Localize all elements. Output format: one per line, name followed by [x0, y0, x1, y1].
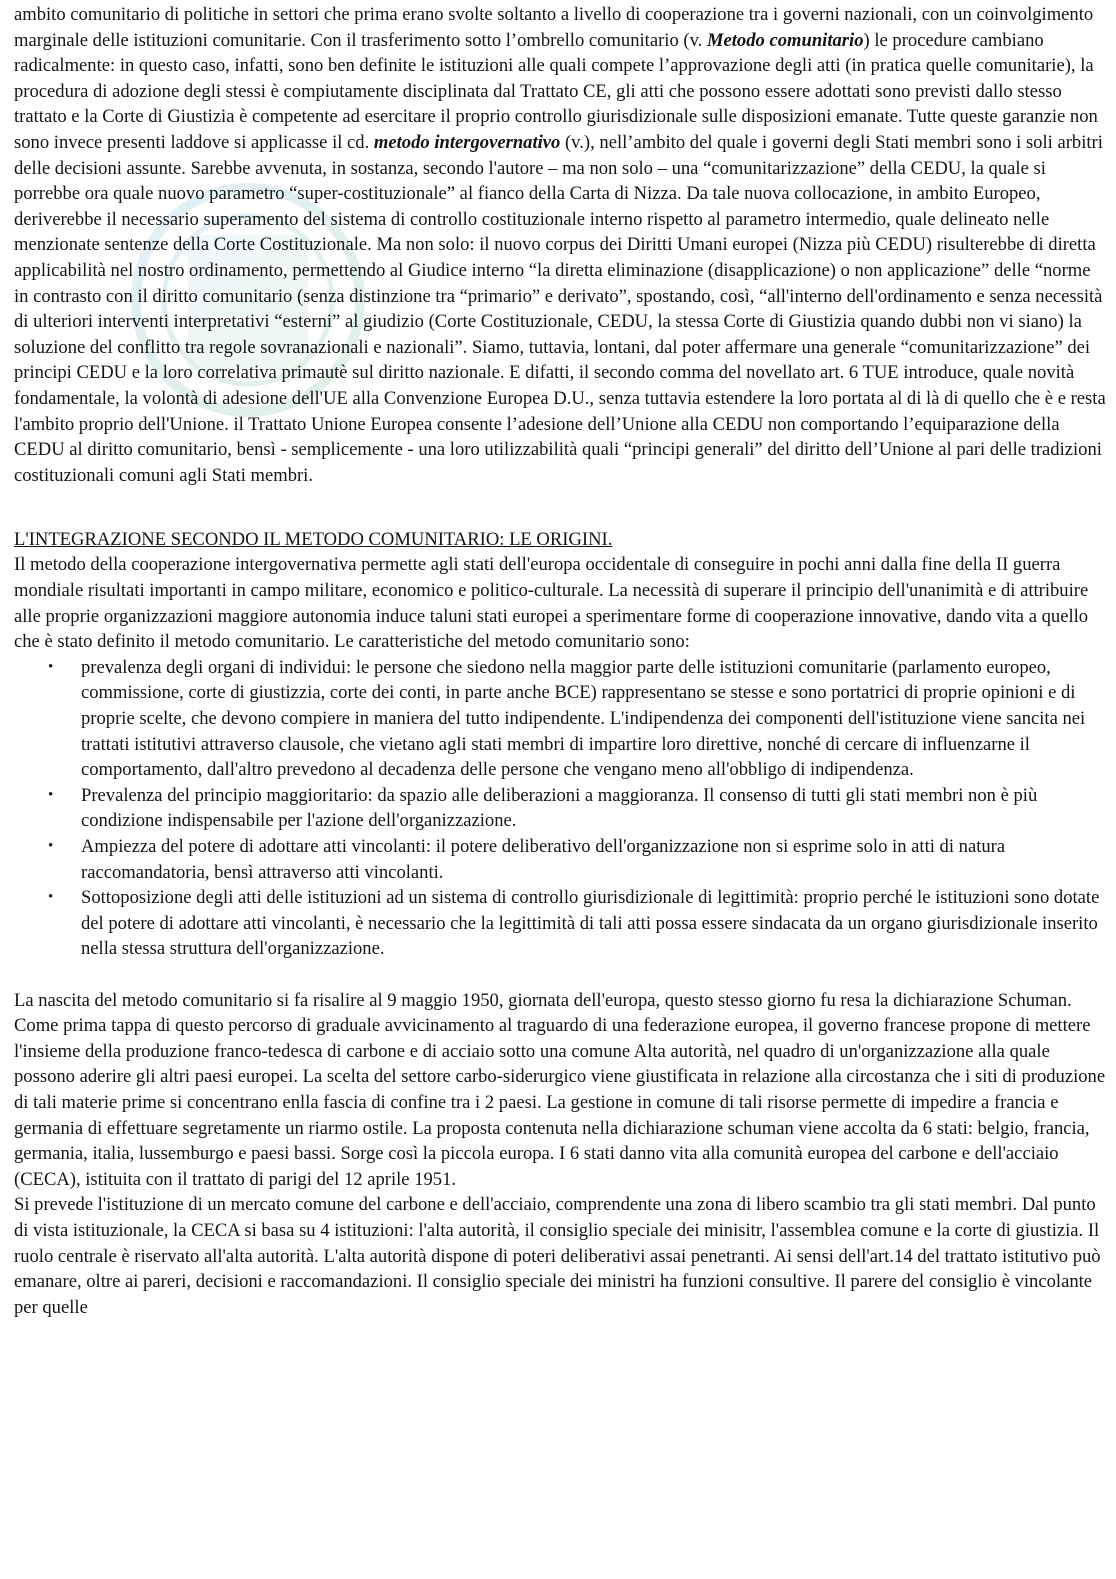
bullet-icon: • [48, 786, 54, 803]
list-item [14, 783, 1106, 834]
list-item-text: Sottoposizione degli atti delle istituzioni ad un sistema di controllo giurisdizionale di legittimità: proprio perché le istituzioni sono dotate del potere di adottare atti vincolanti, è necessario che la legittimità di tali atti possa essere sindacata da un organo giurisdizionale inserito nella stessa struttura dell'organizzazione. [81, 887, 1100, 960]
body-paragraph-cedu [14, 2, 1106, 488]
spacer [14, 488, 1106, 514]
term-metodo-intergovernativo: metodo intergovernativo [373, 131, 561, 153]
section-heading: L'INTEGRAZIONE SECONDO IL METODO COMUNITARIO: LE ORIGINI. [14, 528, 613, 550]
list-item [14, 655, 1106, 783]
list-item-text: prevalenza degli organi di individui: le persone che siedono nella maggior parte delle istituzioni comunitarie (parlamento europeo, commissione, corte di giustizzia, corte dei conti, in parte anche BCE) rappresentano se stesse e sono portatrici di proprie opinioni e di proprie scelte, che devono compiere in maniera del tutto indipendente. L'indipendenza dei componenti dell'istituzione viene sancita nei trattati istitutivi attraverso clausole, che vietano agli stati membri di impartire loro direttive, nonché di cercare di influenzarne il comportamento, dall'altro prevedono al decadenza delle persone che vengano meno all'obbligo di indipendenza. [81, 656, 1086, 781]
list-item [14, 834, 1106, 885]
body-paragraph-intro: Il metodo della cooperazione intergovernativa permette agli stati dell'europa occidentale di conseguire in pochi anni dalla fine della II guerra mondiale risultati importanti in campo militare, economico e politico-culturale. La necessità di superare il principio dell'unanimità e di attribuire alle proprie organizzazioni maggiore autonomia induce taluni stati europei a sperimentare forme di cooperazione innovative, dando vita a quello che è stato definito il metodo comunitario. Le caratteristiche del metodo comunitario sono: [14, 554, 1089, 653]
bullet-icon: • [48, 838, 54, 854]
text-segment: ) le procedure cambiano radicalmente: in questo caso, infatti, sono ben definite le istituzioni alle quali compete l’approvazione degli atti (in pratica quelle comunitarie), la procedura di adozione degli stessi è compiutamente disciplinata dal Trattato CE, gli atti che possono essere adottati sono previsti dallo stesso trattato e la Corte di Giustizia è competente ad esercitare il proprio controllo giurisdizionale sulle disposizioni emanate. Tutte queste garanzie non sono invece presenti laddove si applicasse il cd. [14, 29, 1098, 153]
bullet-icon: • [48, 889, 54, 906]
spacer [14, 962, 1106, 988]
list-item [14, 885, 1106, 962]
characteristics-list [14, 655, 1106, 962]
term-metodo-comunitario: Metodo comunitario [706, 29, 864, 51]
list-item-text: Ampiezza del potere di adottare atti vincolanti: il potere deliberativo dell'organizzazione non si esprime solo in atti di natura raccomandatoria, bensì attraverso atti vincolanti. [81, 836, 1006, 883]
body-paragraph-schuman: La nascita del metodo comunitario si fa risalire al 9 maggio 1950, giornata dell'europa, questo stesso giorno fu resa la dichiarazione Schuman. Come prima tappa di questo percorso di graduale avvicinamento al traguardo di una federazione europea, il governo francese propone di mettere l'insieme della produzione franco-tedesca di carbone e di acciaio sotto una comune Alta autorità, nel quadro di un'organizzazione alla quale possono aderire gli altri paesi europei. La scelta del settore carbo-siderurgico viene giustificata in relazione alla circostanza che i siti di produzione di tali materie prime si concentrano enlla fascia di confine tra i 2 paesi. La gestione in comune di tali risorse permette di impedire a francia e germania di effettuare segretamente un riarmo ostile. La proposta contenuta nella dichiarazione schuman viene accolta da 6 stati: belgio, francia, germania, italia, lussemburgo e paesi bassi. Sorge così la piccola europa. I 6 stati danno vita alla comunità europea del carbone e dell'acciaio (CECA), istituita con il trattato di parigi del 12 aprile 1951. [14, 989, 1106, 1190]
list-item-text: Prevalenza del principio maggioritario: da spazio alle deliberazioni a maggioranza. Il consenso di tutti gli stati membri non è più condizione indispensabile per l'azione dell'organizzazione. [81, 784, 1038, 832]
bullet-icon: • [48, 658, 54, 675]
text-segment: (v.), nell’ambito del quale i governi degli Stati membri sono i soli arbitri delle decisioni assunte. Sarebbe avvenuta, in sostanza, secondo l'autore – ma non solo – una “comunitarizzazione” della CEDU, la quale si porrebbe ora quale nuovo parametro “super-costituzionale” al fianco della Carta di Nizza. Da tale nuova collocazione, in ambito Europeo, deriverebbe il necessario superamento del sistema di controllo costituzionale interno rispetto al parametro intermedio, quale delineato nelle menzionate sentenze della Corte Costituzionale. Ma non solo: il nuovo corpus dei Diritti Umani europei (Nizza più CEDU) risulterebbe di diretta applicabilità nel nostro ordinamento, permettendo al Giudice interno “la diretta eliminazione (disapplicazione) o non applicazione” delle “norme in contrasto con il diritto comunitario (senza distinzione tra “primario” e derivato”, spostando, così, “all'interno dell'ordinamento e senza necessità di ulteriori interventi interpretativi “esterni” al giudizio (Corte Costituzionale, CEDU, la stessa Corte di Giustizia quando dubbi non vi siano) la soluzione del conflitto tra regole sovranazionali e nazionali”. Siamo, tuttavia, lontani, dal poter affermare una generale “comunitarizzazione” dei principi CEDU e la loro correlativa primautè sul diritto nazionale. E difatti, il secondo comma del novellato art. 6 TUE introduce, quale novità fondamentale, la volontà di adesione dell'UE alla Convenzione Europea D.U., senza tuttavia estendere la loro portata al di là di quello che è e resta l'ambito proprio dell'Unione. il Trattato Unione Europea consente l’adesione dell’Unione alla CEDU non comportando l’equiparazione della CEDU al diritto comunitario, bensì - semplicemente - una loro utilizzabilità quali “principi generali” del diritto dell’Unione al pari delle tradizioni costituzionali comuni agli Stati membri. [14, 131, 1106, 486]
body-paragraph-ceca: Si prevede l'istituzione di un mercato comune del carbone e dell'acciaio, comprendente una zona di libero scambio tra gli stati membri. Dal punto di vista istituzionale, la CECA si basa su 4 istituzioni: l'alta autorità, il consiglio speciale dei minisitr, l'assemblea comune e la corte di giustizia. Il ruolo centrale è riservato all'alta autorità. L'alta autorità dispone di poteri deliberativi assai penetranti. Ai sensi dell'art.14 del trattato istitutivo può emanare, oltre ai pareri, decisioni e raccomandazioni. Il consiglio speciale dei ministri ha funzioni consultive. Il parere del consiglio è vincolante per quelle [14, 1194, 1101, 1318]
text-segment: ambito comunitario di politiche in settori che prima erano svolte soltanto a livello di cooperazione tra i governi nazionali, con un coinvolgimento marginale delle istituzioni comunitarie. Con il trasferimento sotto l’ombrello comunitario (v. [14, 4, 1094, 51]
document-page [14, 2, 1106, 1320]
